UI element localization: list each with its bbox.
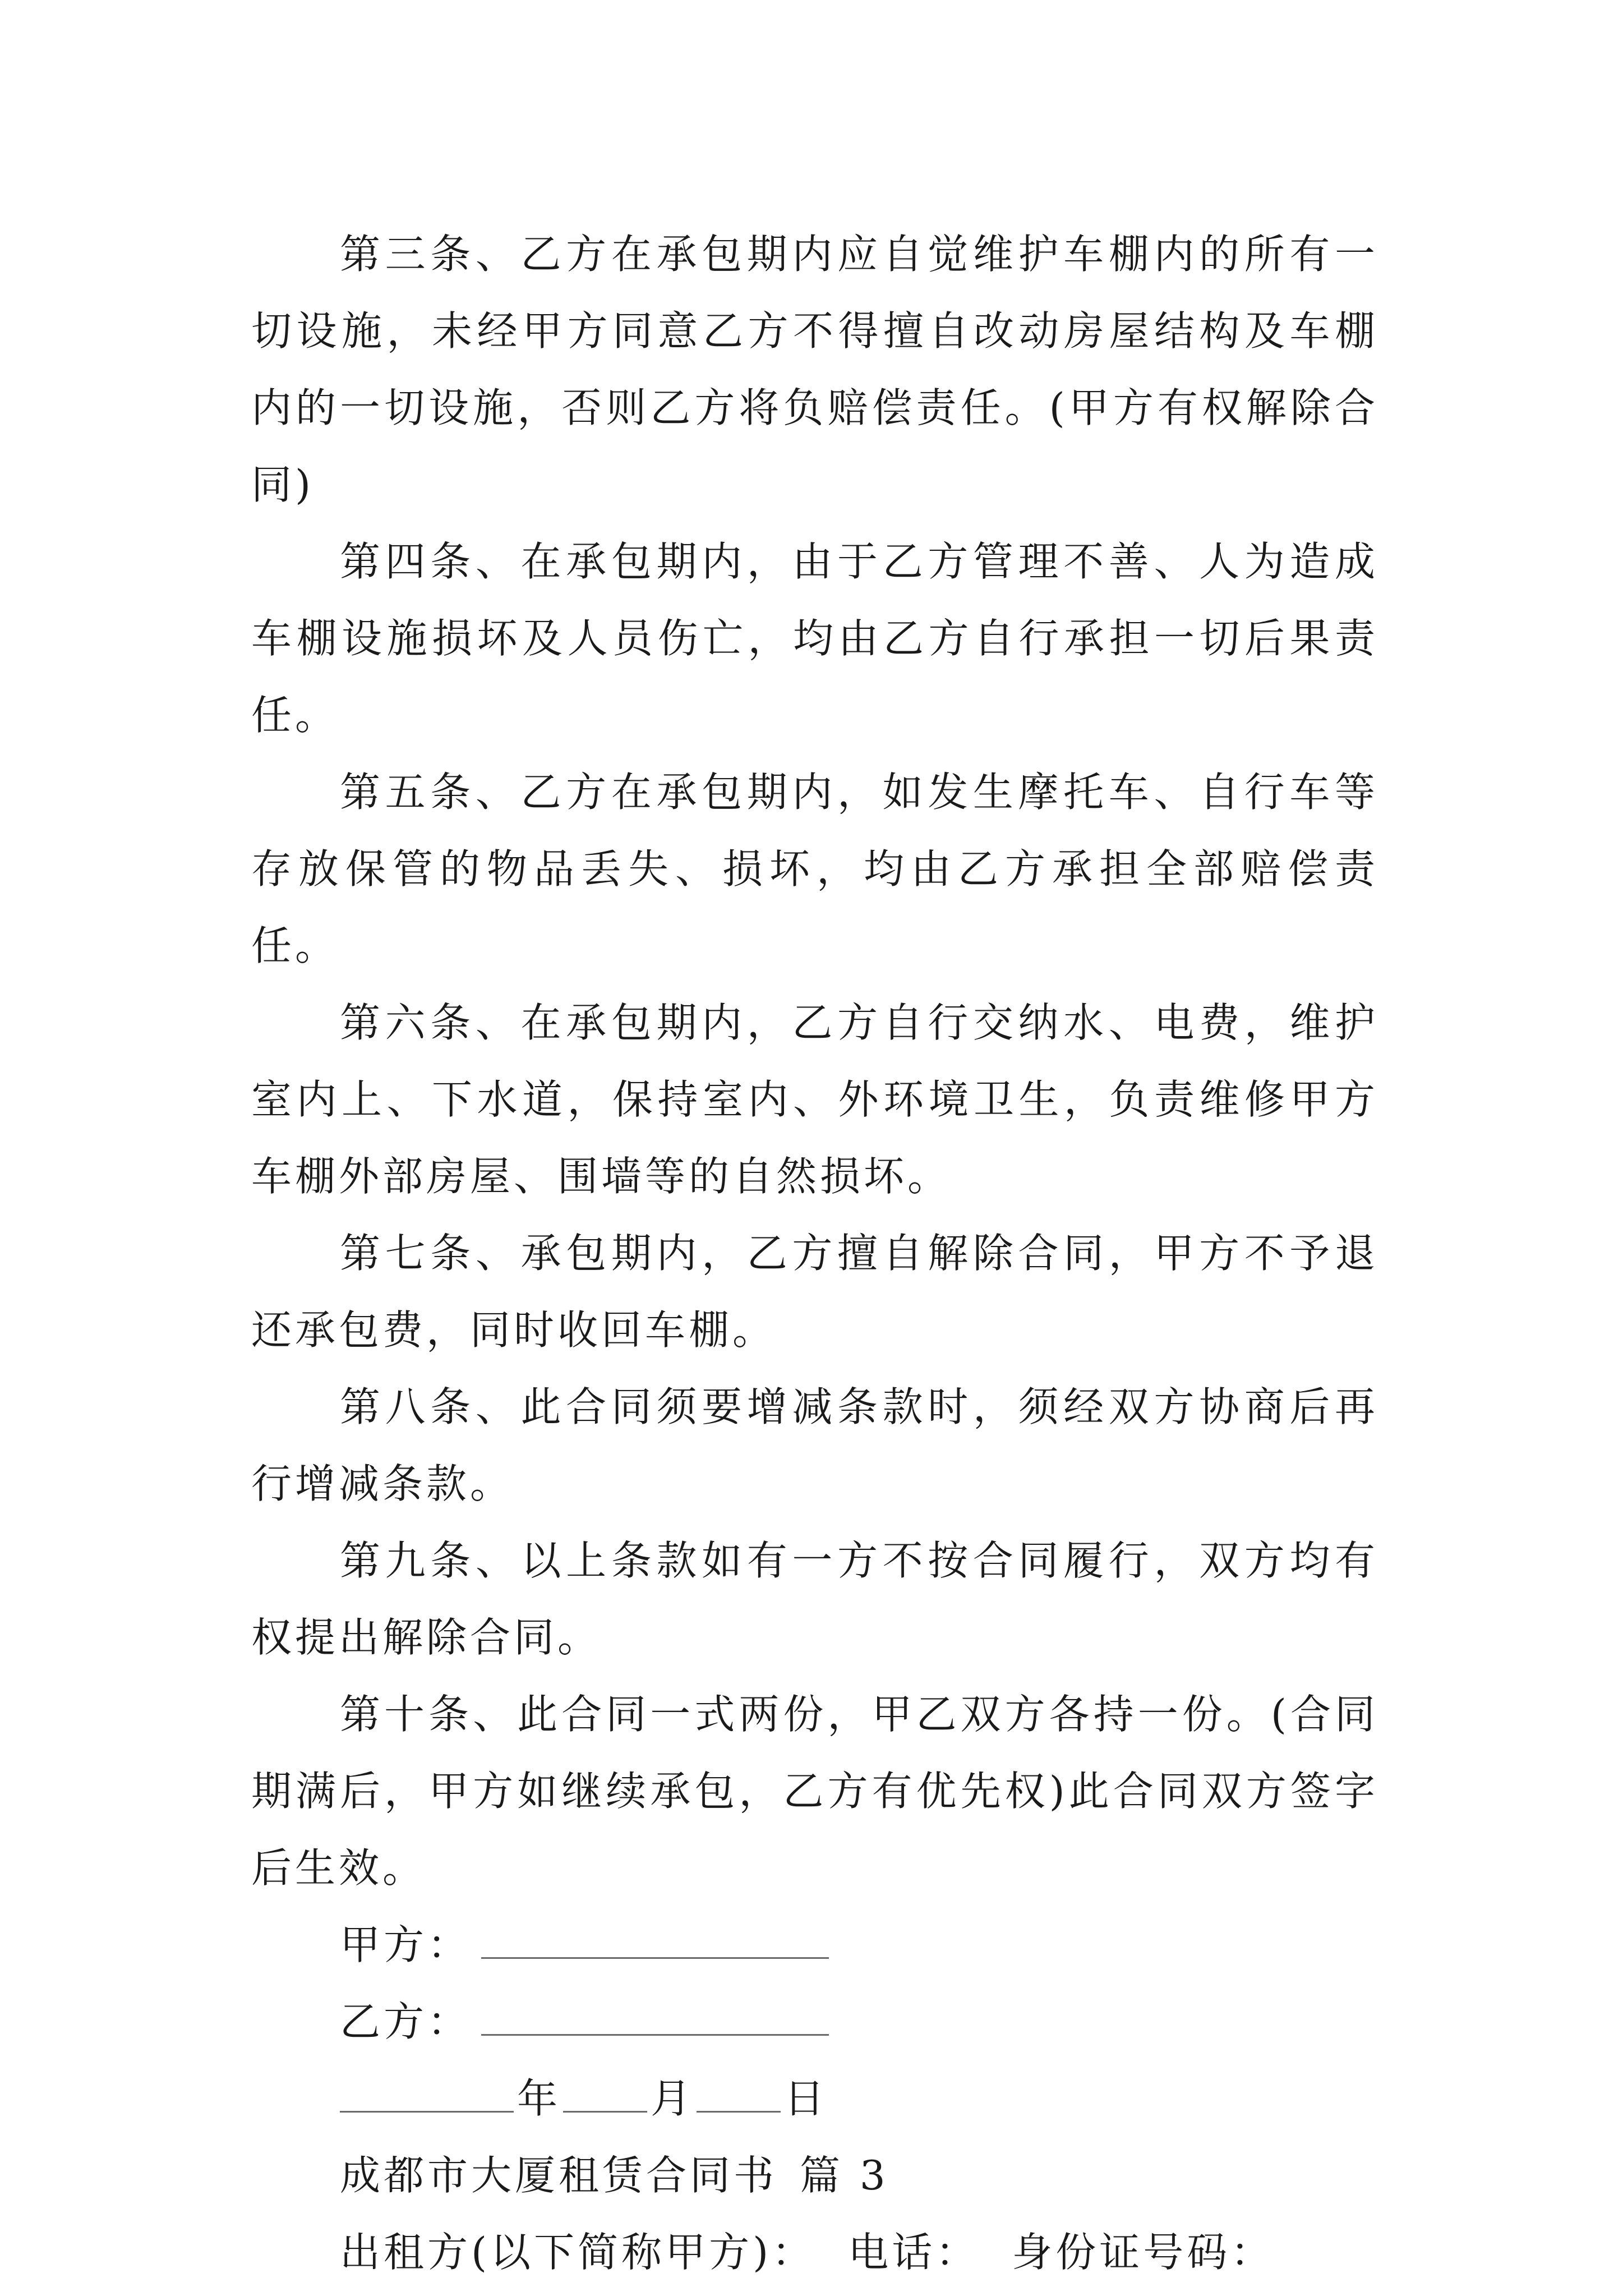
month-blank — [563, 2076, 647, 2113]
clause-6: 第六条、在承包期内，乙方自行交纳水、电费，维护室内上、下水道，保持室内、外环境卫生，负责维修甲方车棚外部房屋、围墙等的自然损坏。 — [251, 999, 1378, 1200]
day-label: 日 — [784, 2075, 828, 2122]
section-title — [251, 2137, 1378, 2214]
clause-10: 第十条、此合同一式两份，甲乙双方各持一份。(合同期满后，甲方如继续承包，乙方有优先权)此合同双方签字后生效。 — [251, 1691, 1378, 1892]
document-body — [251, 216, 1378, 2291]
party-a-signature-line — [251, 1907, 1378, 1984]
party-b-blank — [481, 1999, 829, 2036]
lessor-label: 出租方(以下简称甲方)： — [340, 2229, 816, 2276]
lessor-line — [251, 2214, 1378, 2291]
day-blank — [697, 2076, 781, 2113]
section-title-text: 成都市大厦租赁合同书 — [340, 2152, 778, 2199]
clause-7: 第七条、承包期内，乙方擅自解除合同，甲方不予退还承包费，同时收回车棚。 — [251, 1230, 1378, 1354]
year-blank — [340, 2076, 514, 2113]
party-a-label: 甲方： — [340, 1921, 472, 1968]
party-a-blank — [481, 1922, 829, 1959]
party-b-label: 乙方： — [340, 1998, 472, 2045]
clause-3: 第三条、乙方在承包期内应自觉维护车棚内的所有一切设施，未经甲方同意乙方不得擅自改动房屋结构及车棚内的一切设施，否则乙方将负赔偿责任。(甲方有权解除合同) — [251, 231, 1378, 508]
date-line — [251, 2060, 1378, 2137]
party-b-signature-line — [251, 1984, 1378, 2060]
year-label: 年 — [517, 2075, 561, 2122]
clause-4: 第四条、在承包期内，由于乙方管理不善、人为造成车棚设施损坏及人员伤亡，均由乙方自行承担一切后果责任。 — [251, 538, 1378, 739]
month-label: 月 — [651, 2075, 695, 2122]
section-part: 篇 3 — [800, 2152, 889, 2199]
clause-5: 第五条、乙方在承包期内，如发生摩托车、自行车等存放保管的物品丢失、损坏，均由乙方承担全部赔偿责任。 — [251, 769, 1378, 969]
clause-9: 第九条、以上条款如有一方不按合同履行，双方均有权提出解除合同。 — [251, 1537, 1378, 1661]
id-number-label: 身份证号码： — [1012, 2229, 1275, 2276]
clause-8: 第八条、此合同须要增减条款时，须经双方协商后再行增减条款。 — [251, 1383, 1378, 1507]
phone-label: 电话： — [848, 2229, 980, 2276]
